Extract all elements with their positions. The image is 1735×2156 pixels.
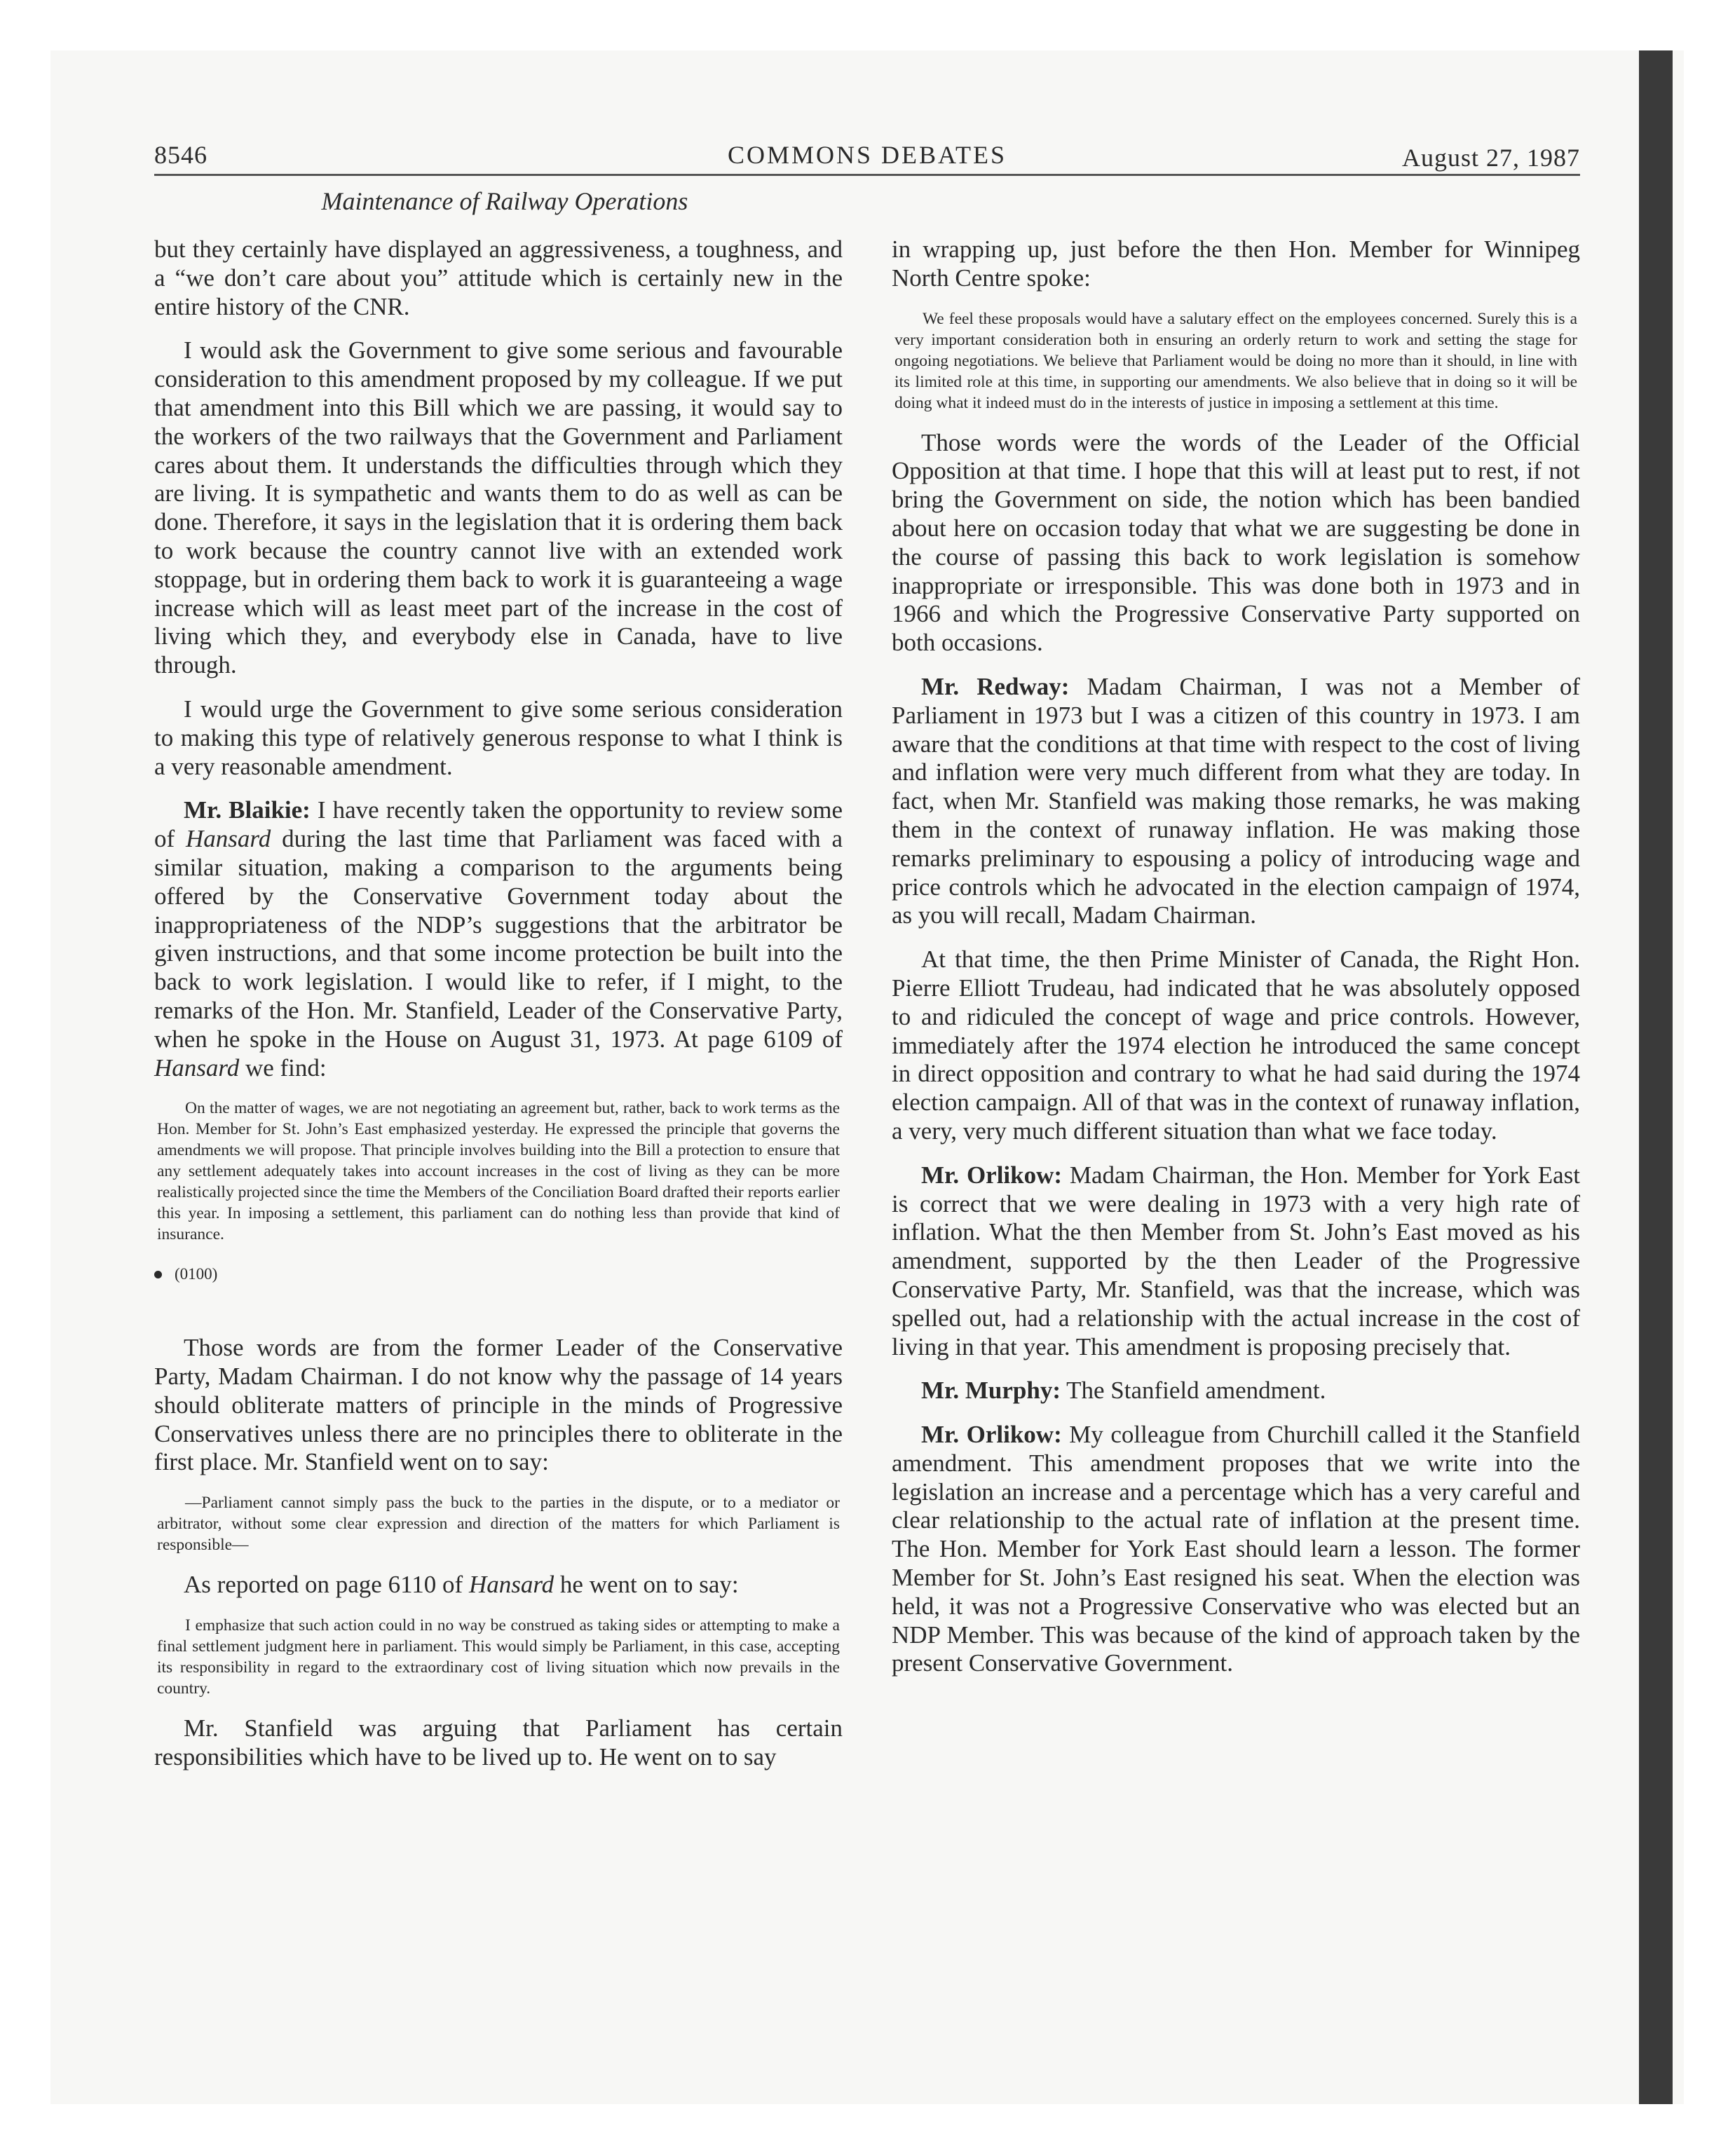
speaker-name: Mr. Orlikow:: [921, 1161, 1063, 1189]
paragraph-text: he went on to say:: [554, 1571, 739, 1599]
left-column: [154, 236, 843, 1787]
speaker-name: Mr. Blaikie:: [184, 796, 311, 824]
paragraph: but they certainly have displayed an aggressiveness, a toughness, and a “we don’t care about you” attitude which is certainly new in the entire history of the CNR.: [154, 236, 843, 320]
paragraph: [892, 1377, 1580, 1405]
speaker-name: Mr. Orlikow:: [921, 1421, 1062, 1449]
paragraph-text: I have recently taken the opportunity to review some of: [154, 796, 843, 853]
paragraph: [892, 1161, 1580, 1362]
paragraph: [892, 673, 1580, 930]
block-quote: We feel these proposals would have a salutary effect on the employees concerned. Surely this is a very important consideration both in ensuring an orderly return to work and setting the stage for ongoing negotiations. We believe that Parliament would be doing no more than it should, in line with its limited role at this time, in supporting our amendments. We also believe that in doing so it will be doing what it indeed must do in the interests of justice in imposing a settlement at this time.: [894, 309, 1577, 412]
paragraph-text: The Stanfield amendment.: [1060, 1377, 1326, 1405]
block-quote: On the matter of wages, we are not negotiating an agreement but, rather, back to work terms as the Hon. Member for St. John’s East emphasized yesterday. He expressed the principle that governs the amendments we will propose. That principle involves building into the Bill a protection to ensure that any settlement adequately takes into account increases in the cost of living as they can be more realistically projected since the time the Members of the Conciliation Board drafted their reports earlier this year. In imposing a settlement, this parliament can do nothing less than provide that kind of insurance.: [157, 1099, 840, 1244]
paragraph: At that time, the then Prime Minister of Canada, the Right Hon. Pierre Elliott Trudeau, had indicated that he was absolutely opposed to and ridiculed the concept of wage and price controls. However, immediately after the 1974 election he introduced the same concept in direct opposition and contrary to what he had said during the 1974 election campaign. All of that was in the context of runaway inflation, a very, very much different situation than what we face today.: [892, 946, 1580, 1145]
paragraph: [892, 1421, 1580, 1678]
bullet-icon: [154, 1271, 162, 1278]
scan-edge-bar: [1639, 50, 1673, 2104]
paragraph: Mr. Stanfield was arguing that Parliament has certain responsibilities which have to be lived up to. He went on to say: [154, 1714, 843, 1770]
paragraph-text: Madam Chairman, the Hon. Member for York East is correct that we were dealing in 1973 with a very high rate of inflation. What the then Member from St. John’s East moved as his amendment, supported by the then Leader of the Progressive Conservative Party, Mr. Stanfield, was that the increase, which was spelled out, had a relationship with the actual increase in the cost of living in that year. This amendment is proposing precisely that.: [892, 1161, 1581, 1360]
speaker-name: Mr. Murphy:: [921, 1377, 1061, 1405]
italic-text: Hansard: [186, 825, 271, 853]
italic-text: Hansard: [154, 1053, 240, 1082]
paragraph: in wrapping up, just before the then Hon. Member for Winnipeg North Centre spoke:: [892, 236, 1580, 292]
paragraph: Those words were the words of the Leader of the Official Opposition at that time. I hope that this will at least put to rest, if not bring the Government on side, the notion which has been bandied about here on occasion today that what we are suggesting be done in the course of passing this back to work legislation is somehow inappropriate or irresponsible. This was done both in 1973 and in 1966 and which the Progressive Conservative Party supported on both occasions.: [892, 428, 1580, 657]
paragraph-text: Madam Chairman, I was not a Member of Parliament in 1973 but I was a citizen of this country in 1973. I am aware that the conditions at that time with respect to the cost of living and inflation were very much different from what they are today. In fact, when Mr. Stanfield was making those remarks, he was making them in the context of runaway inflation. He was making those remarks preliminary to espousing a policy of introducing wage and price controls which he advocated in the election campaign of 1974, as you will recall, Madam Chairman.: [892, 672, 1580, 929]
italic-text: Hansard: [468, 1571, 554, 1599]
time-marker: [154, 1260, 843, 1289]
publication-title: COMMONS DEBATES: [727, 141, 1007, 169]
time-marker-text: (0100): [175, 1265, 218, 1283]
block-quote: I emphasize that such action could in no way be construed as taking sides or attempting to make a final settlement judgment here in parliament. This would simply be Parliament, in this case, accepting its responsibility in regard to the extraordinary cost of living situation which now prevails in the country.: [157, 1616, 840, 1698]
paragraph-text: As reported on page 6110 of: [184, 1571, 469, 1599]
block-quote: —Parliament cannot simply pass the buck to the parties in the dispute, or to a mediator or arbitrator, without some clear expression and direction of the matters for which Parliament is responsible—: [157, 1494, 840, 1555]
page-number: 8546: [154, 141, 207, 169]
section-subheading: Maintenance of Railway Operations: [321, 187, 688, 215]
speaker-name: Mr. Redway:: [921, 672, 1070, 700]
paragraph: [154, 1571, 843, 1599]
paragraph-text: we find:: [239, 1053, 327, 1082]
paragraph: [154, 796, 843, 1082]
paragraph: Those words are from the former Leader of the Conservative Party, Madam Chairman. I do not know why the passage of 14 years should obliterate matters of principle in the minds of Progressive Conservatives unless there are no principles there to obliterate in the first place. Mr. Stanfield went on to say:: [154, 1334, 843, 1476]
paragraph: I would urge the Government to give some serious consideration to making this type of relatively generous response to what I think is a very reasonable amendment.: [154, 695, 843, 780]
paragraph-text: My colleague from Churchill called it the Stanfield amendment. This amendment proposes that we write into the legislation an increase and a percentage which has a very careful and clear relationship to the actual rate of inflation at the present time. The Hon. Member for York East should learn a lesson. The former Member for St. John’s East resigned his seat. When the election was held, it was not a Progressive Conservative who was elected but an NDP Member. This was because of the kind of approach taken by the present Conservative Government.: [892, 1421, 1580, 1677]
page-date: August 27, 1987: [1401, 144, 1580, 172]
right-column: [892, 236, 1580, 1693]
paragraph: I would ask the Government to give some serious and favourable consideration to this amendment proposed by my colleague. If we put that amendment into this Bill which we are passing, it would say to the workers of the two railways that the Government and Parliament cares about them. It understands the difficulties through which they are living. It is sympathetic and wants them to do as well as can be done. Therefore, it says in the legislation that it is ordering them back to work because the country cannot live with an extended work stoppage, but in ordering them back to work it is guaranteeing a wage increase which will as least meet part of the increase in the cost of living which they, and everybody else in Canada, have to live through.: [154, 336, 843, 679]
page-header: [154, 137, 1580, 176]
paragraph-text: during the last time that Parliament was faced with a similar situation, making a comparison to the arguments being offered by the Conservative Government today about the inappropriateness of the NDP’s suggestions that the arbitrator be given instructions, and that some income protection be built into the back to work legislation. I would like to refer, if I might, to the remarks of the Hon. Mr. Stanfield, Leader of the Conservative Party, when he spoke in the House on August 31, 1973. At page 6109 of: [154, 825, 843, 1053]
